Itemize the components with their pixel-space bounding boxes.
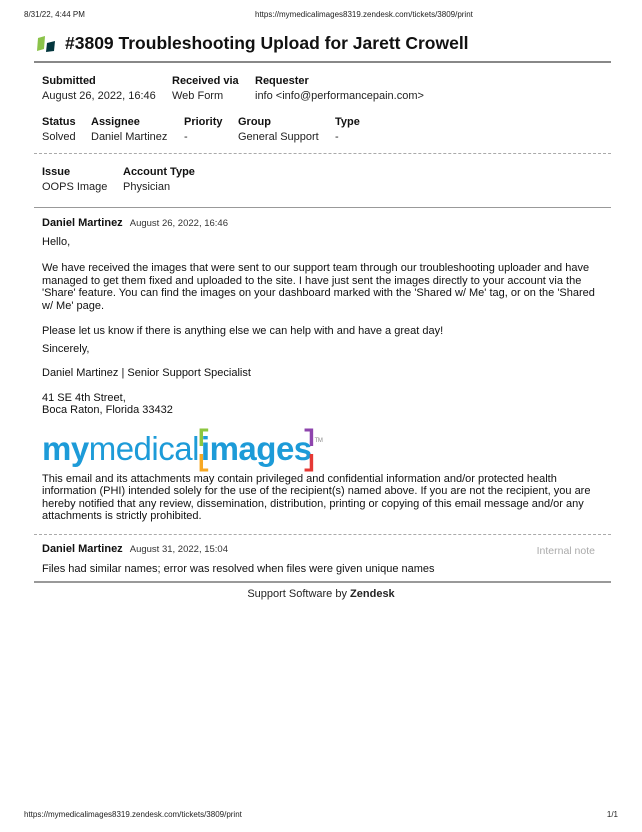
mymedicalimages-logo — [42, 425, 607, 465]
comment-1 — [42, 217, 607, 523]
submitted-value: August 26, 2022, 16:46 — [42, 90, 156, 102]
footer-url: https://mymedicalimages8319.zendesk.com/tickets/3809/print — [24, 810, 242, 819]
logo-bracket-icon — [199, 428, 314, 472]
comments-divider — [34, 207, 611, 208]
comment-body-paragraph: We have received the images that were sent to our support team through our troubleshooting uploader and have managed to get them fixed and uploaded to the site. I have just sent the images directly to your account via the 'Share' feature. You can find the images on your dashboard marked with the 'Shared w/ Me' tag, or on the 'Shared w/ Me' page. — [42, 262, 595, 312]
priority-label: Priority — [184, 116, 223, 128]
comment-body-paragraph: Files had similar names; error was resolved when files were given unique names — [42, 562, 435, 575]
account-type-value: Physician — [123, 181, 171, 193]
title-divider — [34, 61, 611, 63]
logo-images-wrap — [199, 429, 314, 467]
address-line-1: 41 SE 4th Street, — [42, 391, 126, 404]
comment-closing: Sincerely, — [42, 342, 90, 355]
zendesk-link[interactable]: Zendesk — [350, 588, 395, 600]
requester-value: info <info@performancepain.com> — [255, 90, 424, 102]
type-label: Type — [335, 116, 360, 128]
fields-row-3 — [42, 166, 195, 193]
comment-author: Daniel Martinez — [42, 543, 123, 555]
priority-value: - — [184, 131, 188, 143]
ticket-header — [36, 33, 469, 54]
assignee-label: Assignee — [91, 116, 140, 128]
logo-text-images: images — [200, 429, 312, 467]
comment-body-paragraph: Please let us know if there is anything else we can help with and have a great day! — [42, 325, 444, 337]
comment-date: August 26, 2022, 16:46 — [129, 218, 228, 229]
comment-author: Daniel Martinez — [42, 217, 123, 229]
internal-note-badge: Internal note — [536, 545, 595, 557]
group-value: General Support — [238, 131, 319, 143]
issue-label: Issue — [42, 166, 71, 178]
assignee-value: Daniel Martinez — [91, 131, 168, 143]
type-value: - — [335, 131, 339, 143]
logo-trademark: TM — [314, 437, 323, 444]
bottom-divider — [34, 581, 611, 583]
status-value: Solved — [42, 131, 76, 143]
signature-line: Daniel Martinez | Senior Support Specialist — [42, 367, 251, 379]
requester-label: Requester — [255, 75, 309, 87]
ticket-title: #3809 Troubleshooting Upload for Jarett Crowell — [65, 33, 469, 53]
comment-divider — [34, 534, 611, 535]
group-label: Group — [238, 116, 271, 128]
received-via-label: Received via — [172, 75, 239, 87]
account-type-label: Account Type — [123, 166, 195, 178]
zendesk-logo-icon — [36, 35, 58, 53]
print-url: https://mymedicalimages8319.zendesk.com/tickets/3809/print — [255, 10, 473, 19]
logo-text-medical: medical — [88, 429, 199, 467]
received-via-value: Web Form — [172, 90, 224, 102]
status-label: Status — [42, 116, 76, 128]
print-datetime: 8/31/22, 4:44 PM — [24, 10, 85, 19]
support-credit — [0, 588, 642, 600]
fields-row-1 — [42, 75, 424, 102]
fields-row-2 — [42, 116, 360, 143]
page-number: 1/1 — [606, 810, 618, 819]
issue-value: OOPS Image — [42, 181, 108, 193]
comment-2 — [42, 543, 607, 575]
support-credit-prefix: Support Software by — [247, 588, 351, 600]
confidentiality-disclaimer: This email and its attachments may contain privileged and confidential information and/or protected health information (PHI) intended solely for the use of the recipient(s) named above. If you are not the recipient, you are hereby notified that any review, dissemination, distribution, printing or copying of this email message and/or any attachments is strictly prohibited. — [42, 472, 591, 522]
address-line-2: Boca Raton, Florida 33432 — [42, 404, 173, 416]
logo-text-my: my — [42, 429, 89, 467]
comment-greeting: Hello, — [42, 235, 71, 248]
comment-date: August 31, 2022, 15:04 — [129, 544, 228, 555]
fields-divider — [34, 153, 611, 154]
submitted-label: Submitted — [42, 75, 96, 87]
